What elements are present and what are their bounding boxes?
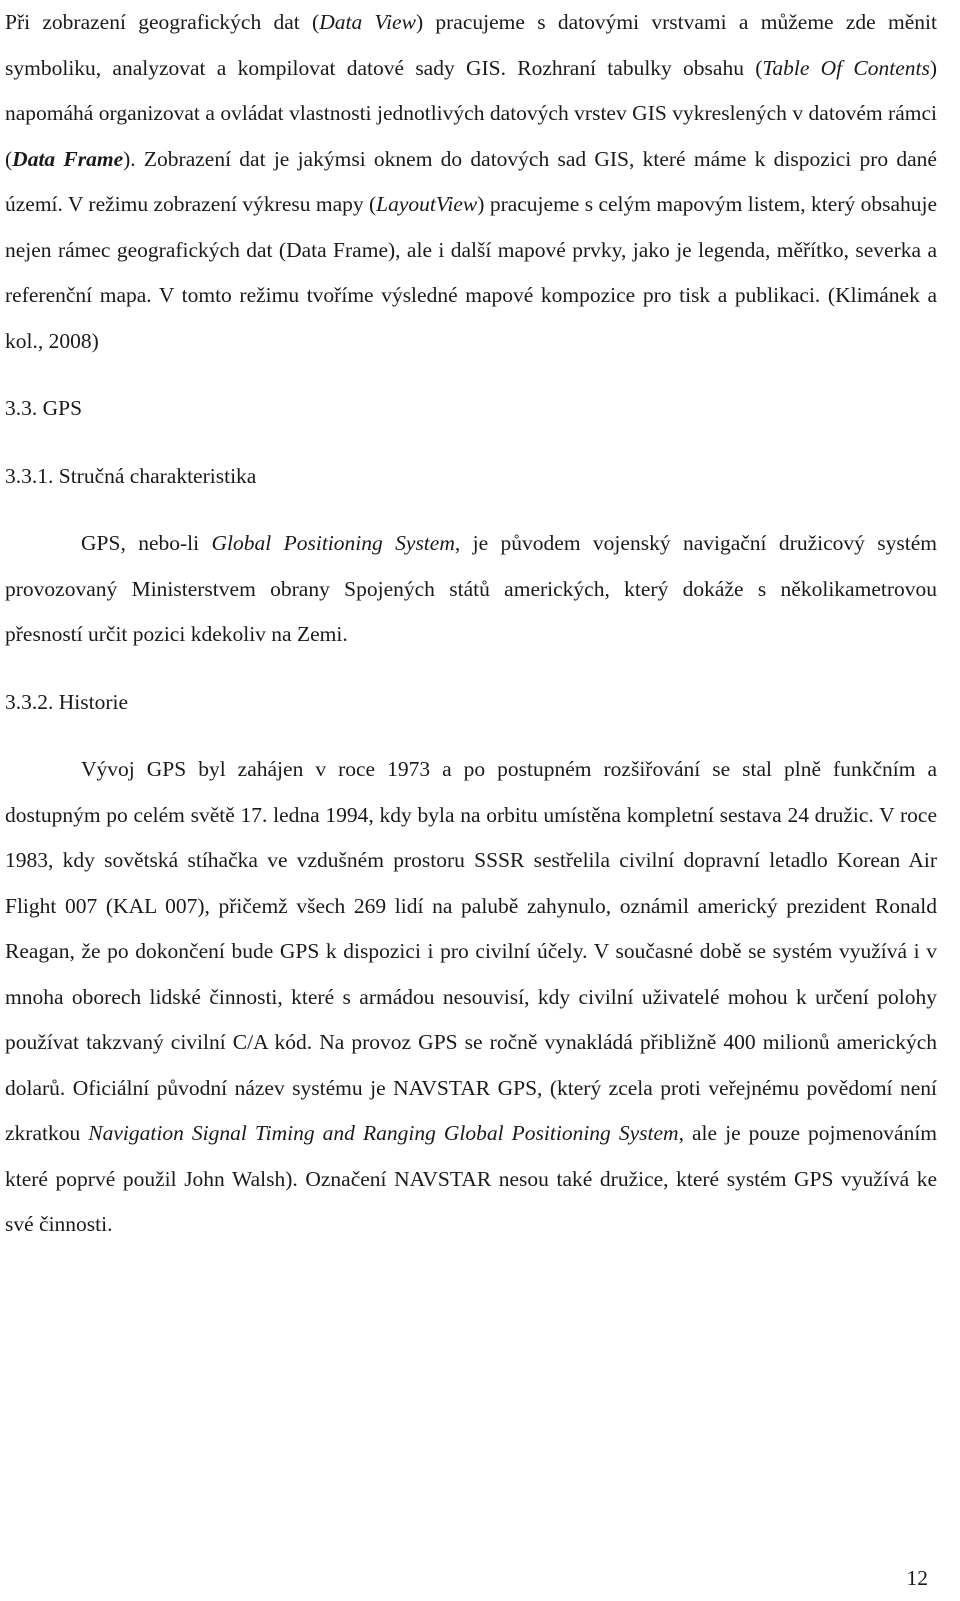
italic-term: Global Positioning System — [211, 531, 455, 555]
paragraph-gps-history — [5, 747, 937, 1248]
paragraph-data-view — [5, 0, 937, 364]
text-span: ) napomáhá organizovat a ovládat vlastnosti jednotlivých datových vrstev GIS vykreslených v datovém rámci ( — [5, 55, 937, 171]
subsection-heading-history: 3.3.2. Historie — [5, 689, 129, 714]
italic-term: Navigation Signal Timing and Ranging Global Positioning System — [88, 1121, 679, 1145]
text-span: GPS, nebo-li — [81, 531, 212, 555]
text-span: , je původem vojenský navigační družicový systém provozovaný Ministerstvem obrany Spojených států amerických, který dokáže s několikametrovou přesností určit pozici kdekoliv na Zemi. — [5, 531, 938, 646]
paragraph-gps-definition — [5, 521, 937, 658]
section-heading-gps: 3.3. GPS — [5, 396, 83, 420]
italic-term: LayoutView — [376, 192, 478, 216]
italic-term: Table Of Contents — [762, 55, 930, 80]
italic-term: Data View — [319, 10, 416, 34]
text-span: ) pracujeme s celým mapovým listem, který obsahuje nejen rámec geografických dat (Data Frame), ale i další mapové prvky, jako je legenda, měřítko, severka a referenční mapa. V tomto režimu tvoříme výsledné mapové kompozice pro tisk a publikaci. (Klimánek a kol., 2008) — [5, 192, 938, 353]
text-span: ). Zobrazení dat je jakýmsi oknem do datových sad GIS, které máme k dispozici pro dané území. V režimu zobrazení výkresu mapy ( — [5, 146, 937, 216]
text-span: , ale je pouze pojmenováním které poprvé použil John Walsh). Označení NAVSTAR nesou také družice, které systém GPS využívá ke své činnosti. — [5, 1121, 938, 1236]
text-span: Při zobrazení geografických dat ( — [5, 10, 320, 34]
document-page — [5, 0, 937, 1248]
text-span: ) pracujeme s datovými vrstvami a můžeme zde měnit symboliku, analyzovat a kompilovat datové sady GIS. Rozhraní tabulky obsahu ( — [5, 10, 937, 80]
subsection-heading-characteristics: 3.3.1. Stručná charakteristika — [5, 463, 257, 488]
text-span: Vývoj GPS byl zahájen v roce 1973 a po postupném rozšiřování se stal plně funkčním a dostupným po celém světě 17. ledna 1994, kdy byla na orbitu umístěna kompletní sestava 24 družic. V roce 1983, kdy sovětská stíhačka ve vzdušném prostoru SSSR sestřelila civilní dopravní letadlo Korean Air Flight 007 (KAL 007), přičemž všech 269 lidí na palubě zahynulo, oznámil americký prezident Ronald Reagan, že po dokončení bude GPS k dispozici i pro civilní účely. V současné době se systém využívá i v mnoha oborech lidské činnosti, které s armádou nesouvisí, kdy civilní uživatelé mohou k určení polohy používat takzvaný civilní C/A kód. Na provoz GPS se ročně vynakládá přibližně 400 milionů amerických dolarů. Oficiální původní název systému je NAVSTAR GPS, (který zcela proti veřejnému povědomí není zkratkou — [5, 757, 937, 1145]
page-number: 12 — [906, 1566, 928, 1590]
bold-italic-term: Data Frame — [12, 146, 124, 171]
